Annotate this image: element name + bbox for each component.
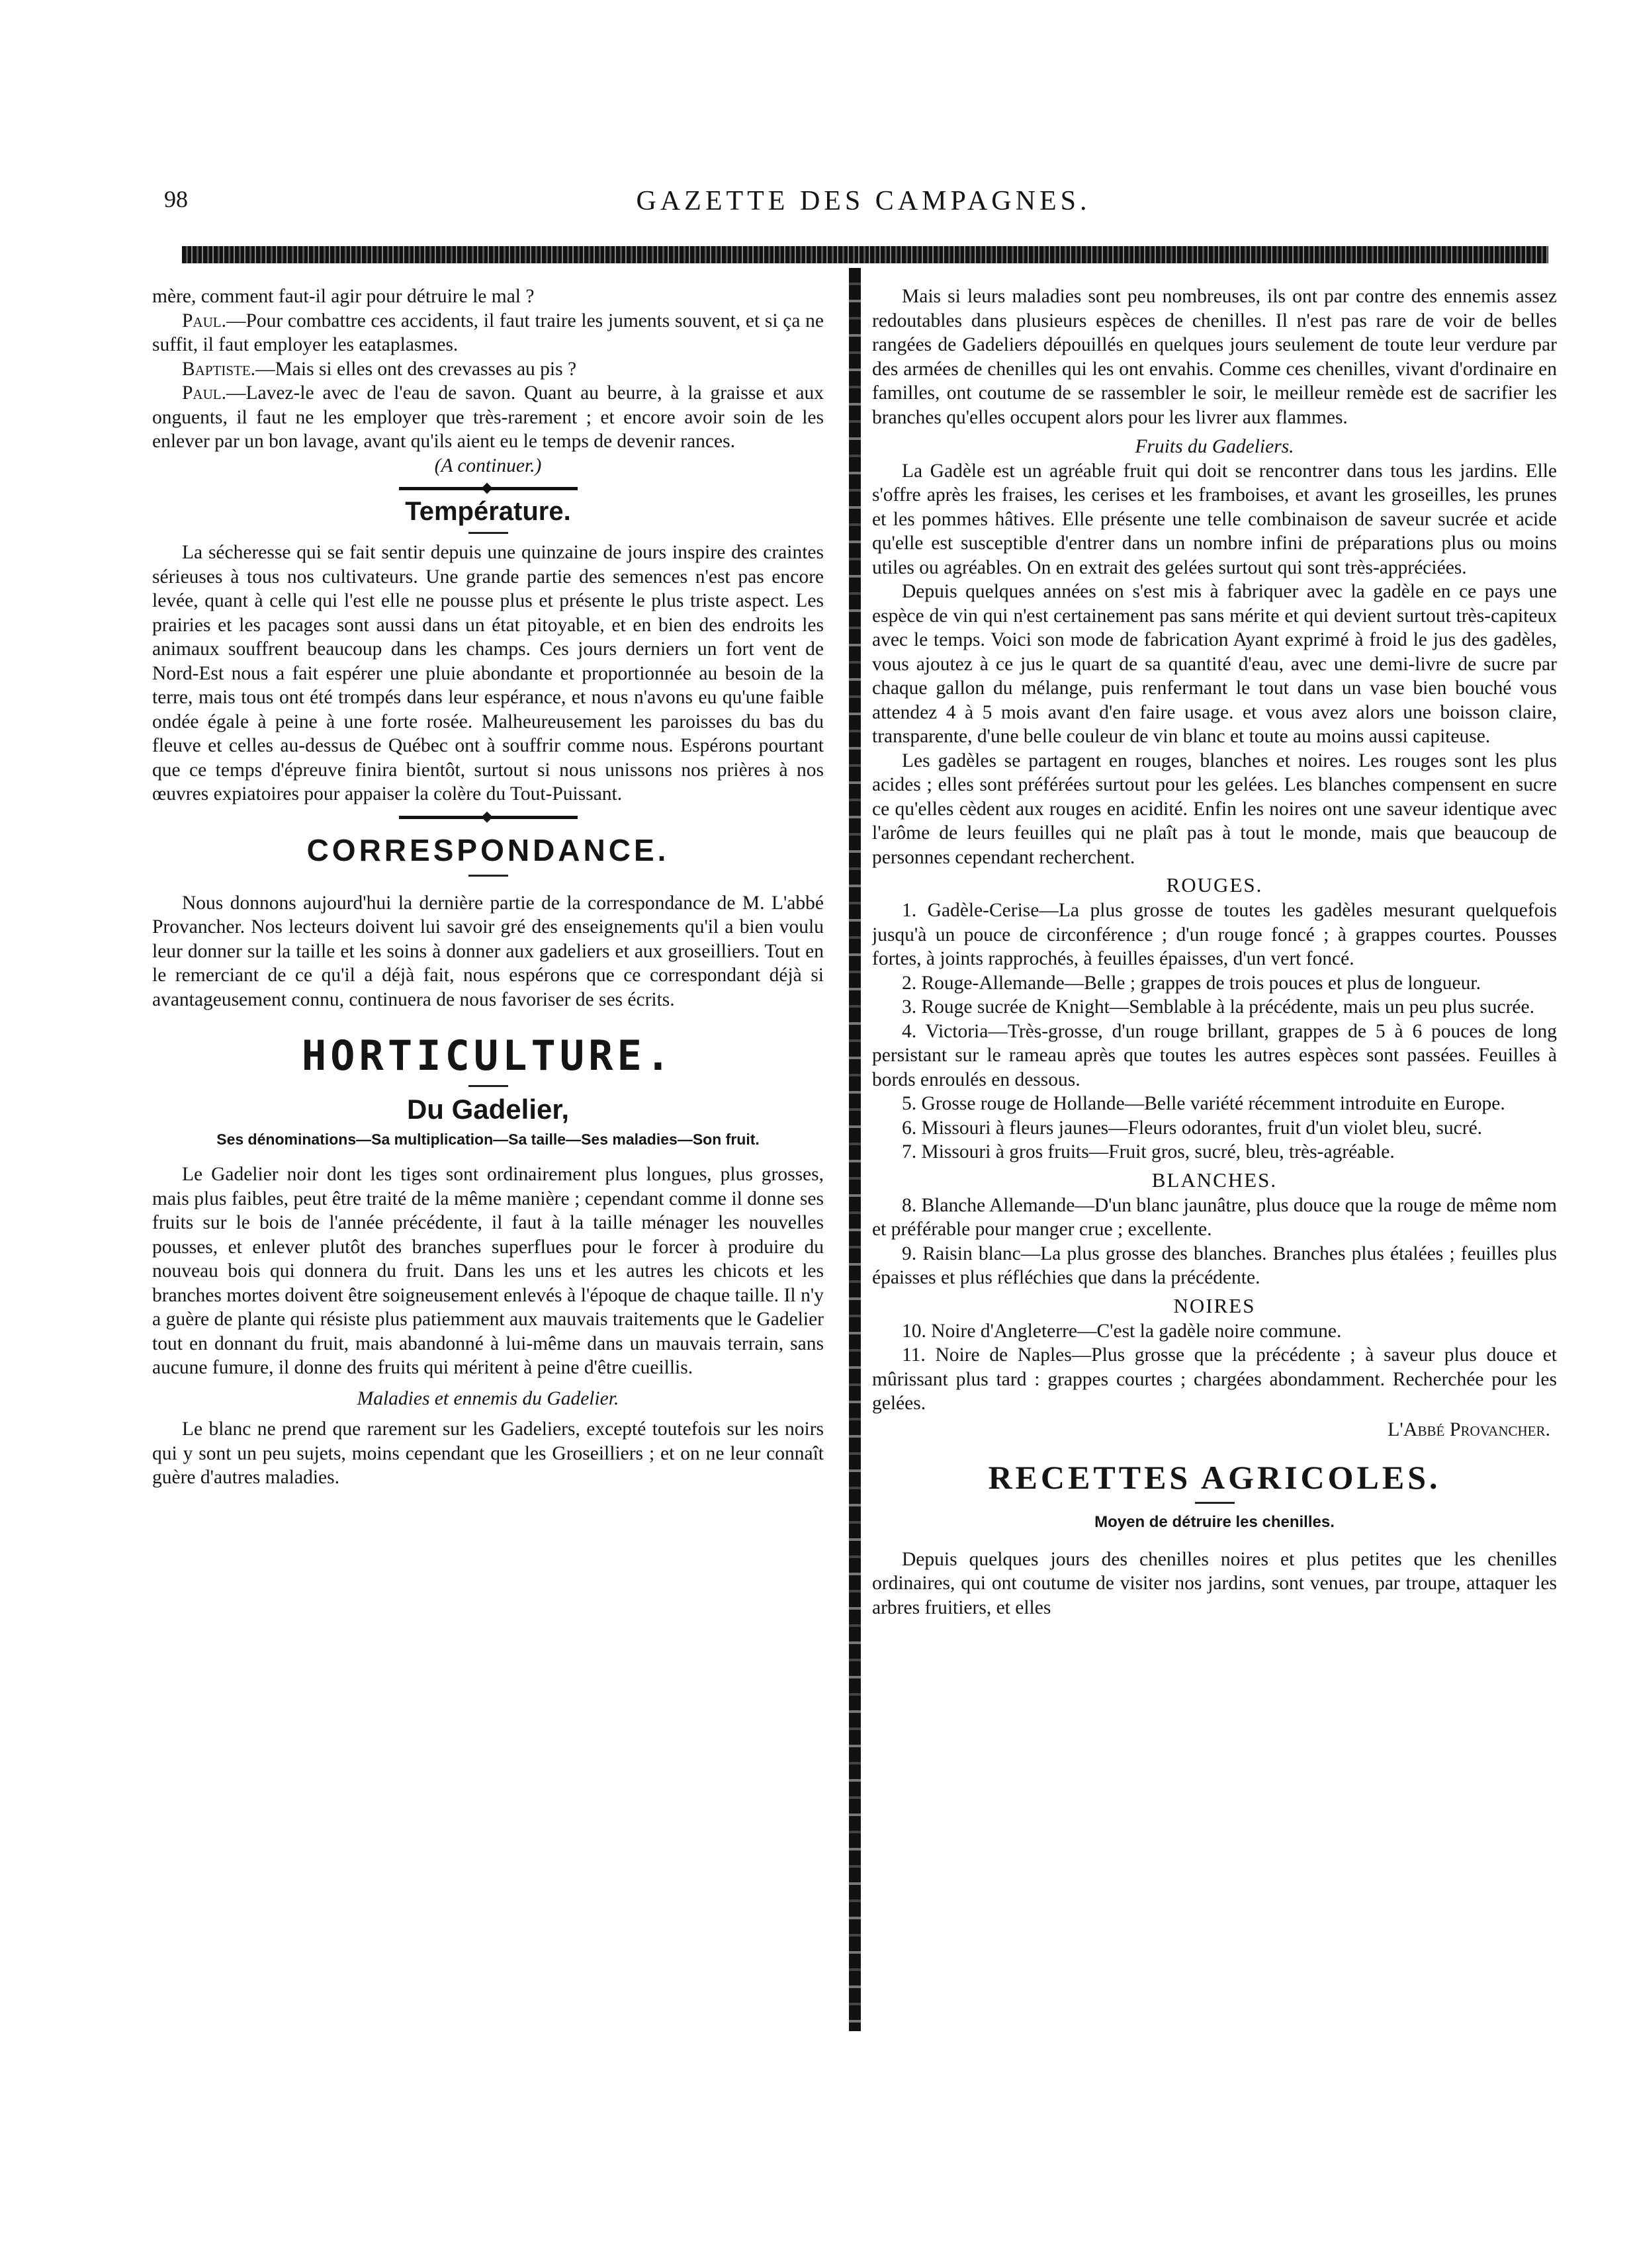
section-separator: [399, 816, 578, 819]
rouges-heading: ROUGES.: [1166, 873, 1263, 896]
short-rule: [468, 875, 508, 877]
short-rule: [1195, 1502, 1235, 1504]
dialogue-line: Paul.—Lavez-le avec de l'eau de savon. Quant au beurre, à la graisse et aux onguents, il faut ne les employer que très-rarement ; et encore avoir soin de les enlever par un bon lavage, avant qu'ils aient eu le temps de devenir rances.: [152, 382, 824, 452]
gadelier-heading: Du Gadelier,: [406, 1094, 570, 1125]
moyen-heading: Moyen de détruire les chenilles.: [1094, 1512, 1335, 1531]
short-rule: [468, 1085, 508, 1087]
chenilles-recette: Depuis quelques jours des chenilles noires et plus petites que les chenilles ordinaires, qui ont coutume de visiter nos jardins, sont venues, par troupe, attaquer les arbres fruitiers, et elles: [872, 1548, 1557, 1618]
list-item: 3. Rouge sucrée de Knight—Semblable à la précédente, mais un peu plus sucrée.: [902, 996, 1534, 1018]
varietes-paragraph: Les gadèles se partagent en rouges, blanches et noires. Les rouges sont les plus acides ; elles sont préférées surtout pour les gelées. Les blanches compensent en sucre ce qu'elles cèdent aux rouges en acidité. Enfin les noires ont une saveur identique avec l'arôme de leurs feuilles qui ne plaît pas à tout le monde, mais que beaucoup de personnes cependant recherchent.: [872, 750, 1557, 868]
maladies-heading: Maladies et ennemis du Gadelier.: [357, 1387, 619, 1409]
list-item: 7. Missouri à gros fruits—Fruit gros, sucré, bleu, très-agréable.: [902, 1141, 1395, 1162]
list-item: 11. Noire de Naples—Plus grosse que la précédente ; à saveur plus douce et mûrissant plus tard : grappes courtes ; chargées abondamment. Recherchée pour les gelées.: [872, 1344, 1557, 1414]
dialogue-line: Paul.—Pour combattre ces accidents, il faut traire les juments souvent, et si ça ne suffit, il faut employer les eataplasmes.: [152, 310, 824, 355]
list-item: 2. Rouge-Allemande—Belle ; grappes de trois pouces et plus de longueur.: [902, 972, 1481, 994]
dialogue-line: Baptiste.—Mais si elles ont des crevasses au pis ?: [182, 358, 577, 380]
correspondance-heading: CORRESPONDANCE.: [306, 832, 670, 867]
page-number: 98: [164, 186, 188, 212]
list-item: 8. Blanche Allemande—D'un blanc jaunâtre, plus douce que la rouge de même nom et préférable pour manger crue ; excellente.: [872, 1194, 1557, 1240]
header-rule: [182, 246, 1548, 263]
list-item: 1. Gadèle-Cerise—La plus grosse de toutes les gadèles mesurant quelquefois jusqu'à un pouce de circonférence ; d'un rouge foncé ; à grappes courtes. Pousses fortes, à joints rapprochés, à feuilles épaisses, d'un vert foncé.: [872, 900, 1557, 969]
gadelier-body: Le Gadelier noir dont les tiges sont ordinairement plus longues, plus grosses, mais plus faibles, peut être traité de la même manière ; cependant comme il donne ses fruits sur le bois de l'année précédente, il faut à la taille ménager les nouvelles pousses, et enlever plutôt des branches superflues pour le forcer à produire du nouveau bois qui donnera du fruit. Dans les uns et les autres les chicots et les branches mortes doivent être soigneusement enlevés à l'époque de chaque taille. Il n'y a guère de plante qui résiste plus patiemment aux mauvais traitements que le Gadelier tout en donnant du fruit, mais abandonné à lui-même dans un mauvais terrain, sans aucune fumure, il donne des fruits qui méritent à peine d'être cueillis.: [152, 1164, 824, 1378]
list-item: 6. Missouri à fleurs jaunes—Fleurs odorantes, fruit d'un violet bleu, sucré.: [902, 1117, 1483, 1139]
vin-paragraph: Depuis quelques années on s'est mis à fabriquer avec la gadèle en ce pays une espèce de vin qui n'est certainement pas sans mérite et qui devient surtout très-capiteux avec le temps. Voici son mode de fabrication Ayant exprimé à froid le jus des gadèles, vous ajoutez à ce jus le quart de sa quantité d'eau, avec une demi-livre de sucre par chaque gallon du mélange, puis renfermant le tout dans un vase bien bouché vous attendez 4 à 5 mois avant d'en faire usage. et vous avez alors une boisson claire, transparente, d'une belle couleur de vin blanc et toute au moins aussi capiteuse.: [872, 581, 1557, 747]
list-item: 10. Noire d'Angleterre—C'est la gadèle noire commune.: [902, 1320, 1342, 1342]
gadele-intro: La Gadèle est un agréable fruit qui doit se rencontrer dans tous les jardins. Elle s'offre après les fraises, les cerises et les framboises, et avant les groseilles, les prunes et les pommes hâtives. Elle présente une telle combinaison de saveur sucrée et acide qu'elle est susceptible d'entrer dans un nombre infini de préparations plus ou moins utiles ou agréables. On en extrait des gelées surtout qui sont très-appréciées.: [872, 460, 1557, 578]
journal-title: GAZETTE DES CAMPAGNES.: [636, 186, 1091, 216]
blanches-heading: BLANCHES.: [1151, 1168, 1278, 1192]
right-column: [872, 284, 1557, 2031]
short-rule: [468, 532, 508, 534]
list-item: 9. Raisin blanc—La plus grosse des blanches. Branches plus étalées ; feuilles plus épaisses et plus réfléchies que dans la précédente.: [872, 1243, 1557, 1288]
author-signature: L'Abbé Provancher.: [1388, 1418, 1550, 1440]
recettes-heading: RECETTES AGRICOLES.: [988, 1458, 1441, 1496]
horticulture-heading: HORTICULTURE.: [301, 1031, 675, 1080]
dialogue-line: mère, comment faut-il agir pour détruire le mal ?: [152, 286, 535, 307]
temperature-body: La sécheresse qui se fait sentir depuis une quinzaine de jours inspire des craintes sérieuses à tous nos cultivateurs. Une grande partie des semences n'est pas encore levée, quant à celle qui l'est elle ne pousse plus et présente le plus triste aspect. Les prairies et les pacages sont aussi dans un état pitoyable, et en bien des endroits les animaux souffrent beaucoup dans les champs. Ces jours derniers un fort vent de Nord-Est nous a fait espérer une pluie abondante et proportionnée au besoin de la terre, mais tous ont été trompés dans leur espérance, et nous n'avons eu qu'une faible ondée égale à peine à une forte rosée. Malheureusement les paroisses du bas du fleuve et celles au-dessus de Québec ont à souffrir comme nous. Espérons pourtant que ce temps d'épreuve finira bientôt, surtout si nous unissons nos prières à nos œuvres expiatoires pour appaiser la colère du Tout-Puissant.: [152, 542, 824, 805]
temperature-heading: Température.: [405, 497, 571, 526]
list-item: 4. Victoria—Très-grosse, d'un rouge brillant, grappes de 5 à 6 pouces de long persistant sur le rameau après que toutes les autres espèces sont passées. Feuilles à bords enroulés en dessous.: [872, 1020, 1557, 1090]
maladies-body: Le blanc ne prend que rarement sur les Gadeliers, excepté toutefois sur les noirs qui y sont un peu sujets, moins cependant que les Groseilliers ; et on ne leur connaît guère d'autres maladies.: [152, 1418, 824, 1488]
noires-heading: NOIRES: [1173, 1293, 1256, 1317]
section-separator: [399, 487, 578, 490]
correspondance-body: Nous donnons aujourd'hui la dernière partie de la correspondance de M. L'abbé Provancher. Nos lecteurs doivent lui savoir gré des enseignements qu'il a bien voulu leur donner sur la taille et les soins à donner aux gadeliers et aux groseilliers. Tout en le remerciant de ce qu'il a déjà fait, nous espérons que ce correspondant déjà si avantageusement connu, continuera de nous favoriser de ses écrits.: [152, 892, 824, 1010]
list-item: 5. Grosse rouge de Hollande—Belle variété récemment introduite en Europe.: [902, 1093, 1505, 1114]
fruits-heading: Fruits du Gadeliers.: [1135, 436, 1294, 457]
column-divider: [849, 268, 861, 2031]
page-header: [152, 185, 1575, 225]
left-column: [152, 284, 824, 2031]
gadelier-subtitle: Ses dénominations—Sa multiplication—Sa taille—Ses maladies—Son fruit.: [216, 1131, 760, 1148]
chenilles-paragraph: Mais si leurs maladies sont peu nombreuses, ils ont par contre des ennemis assez redoutables dans plusieurs espèces de chenilles. Il n'est pas rare de voir de belles rangées de Gadeliers dépouillés en quelques jours seulement de toute leur verdure par des armées de chenilles qui les ont envahis. Comme ces chenilles, vivant d'ordinaire en familles, ont coutume de se rassembler le soir, le meilleur remède est de sacrifier les branches qu'elles occupent alors pour les livrer aux flammes.: [872, 286, 1557, 428]
to-be-continued: (A continuer.): [434, 455, 542, 476]
